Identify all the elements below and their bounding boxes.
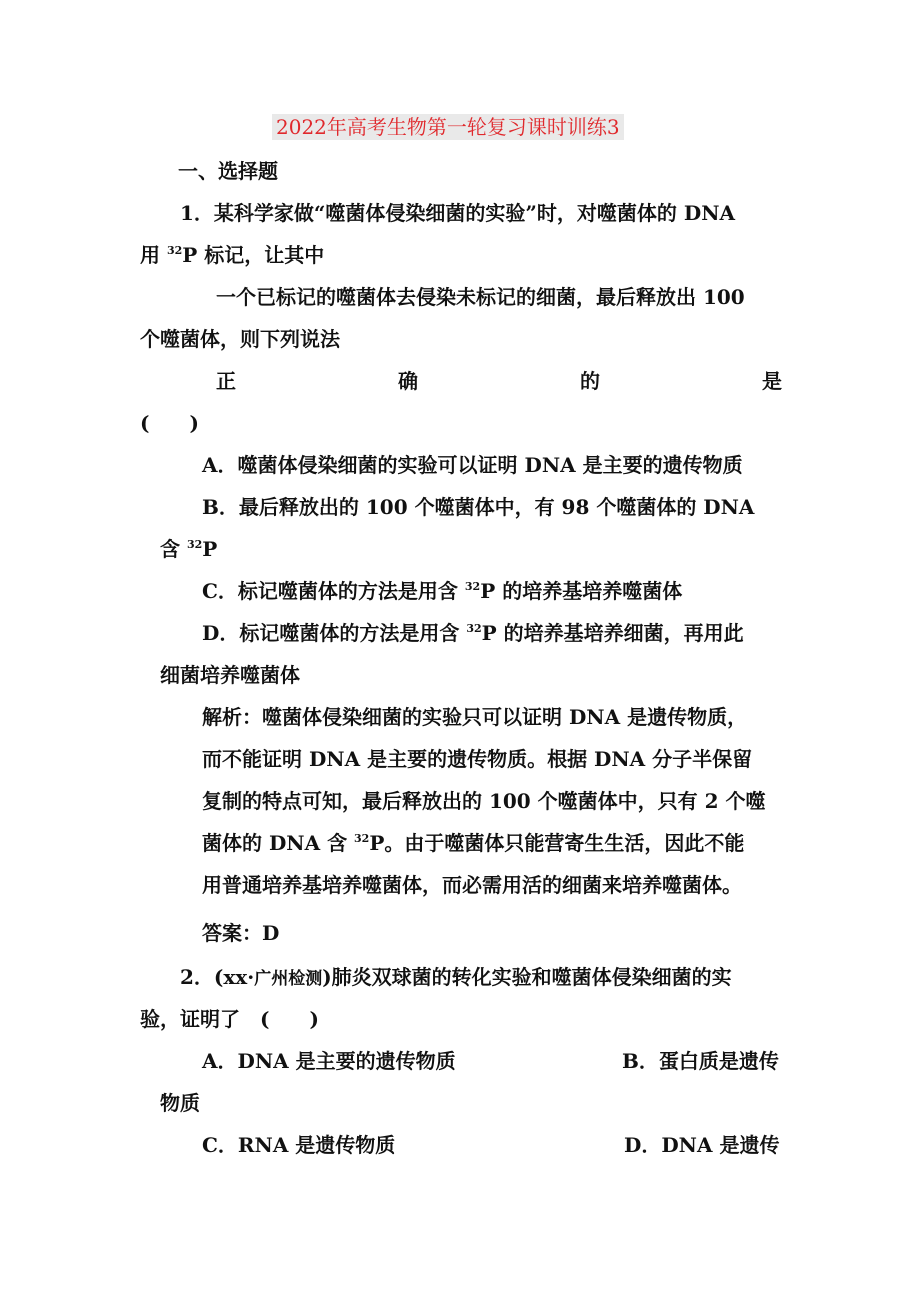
q1-stem-line-3: 一个已标记的噬菌体去侵染未标记的细菌，最后释放出 100 (216, 285, 745, 309)
q1-optc-text-a: C．标记噬菌体的方法是用含 (202, 579, 465, 603)
q1-exp4-text-a: 菌体的 DNA 含 (202, 831, 355, 855)
spread-char-4: 是 (762, 369, 782, 393)
q1-line2-text-a: 用 (140, 243, 167, 267)
q1-option-b-line-2 (160, 536, 217, 562)
q1-stem-line-4: 个噬菌体，则下列说法 (140, 327, 340, 351)
q1-optd-text-a: D．标记噬菌体的方法是用含 (202, 621, 467, 645)
q1-answer: 答案：D (202, 921, 280, 945)
q1-optd-superscript: 32 (466, 622, 482, 635)
section-heading: 一、选择题 (178, 159, 278, 183)
q1-stem-spread-line (216, 368, 782, 394)
q1-exp4-text-b: P。由于噬菌体只能营寄生生活，因此不能 (369, 831, 745, 855)
q1-stem-line-1: 1．某科学家做“噬菌体侵染细菌的实验”时，对噬菌体的 DNA (180, 201, 736, 225)
q1-stem-line-2 (140, 242, 324, 268)
q2-stem-line-1 (180, 964, 732, 992)
q1-line2-text-b: P 标记，让其中 (182, 243, 325, 267)
q2-option-a: A．DNA 是主要的遗传物质 (202, 1049, 456, 1073)
q1-optc-text-b: P 的培养基培养噬菌体 (480, 579, 683, 603)
q1-optb2-superscript: 32 (186, 538, 203, 551)
q1-line2-superscript: 32 (166, 244, 183, 257)
q1-explanation-line-4 (202, 830, 744, 856)
q2-option-b-line-2: 物质 (160, 1091, 200, 1115)
q1-explanation-line-2: 而不能证明 DNA 是主要的遗传物质。根据 DNA 分子半保留 (202, 747, 753, 771)
q1-optc-superscript: 32 (464, 580, 481, 593)
q2-option-b-line-1: B．蛋白质是遗传 (622, 1049, 779, 1073)
spread-char-3: 的 (580, 369, 600, 393)
q1-option-c (202, 578, 682, 604)
q1-option-a: A．噬菌体侵染细菌的实验可以证明 DNA 是主要的遗传物质 (202, 453, 743, 477)
q2-stem-line-2: 验，证明了 ( ) (140, 1007, 319, 1031)
q1-answer-paren: ( ) (140, 411, 199, 435)
q1-optd-text-b: P 的培养基培养细菌，再用此 (481, 621, 744, 645)
q1-explanation-line-3: 复制的特点可知，最后释放出的 100 个噬菌体中，只有 2 个噬 (202, 789, 766, 813)
spread-char-2: 确 (398, 369, 418, 393)
q1-option-b-line-1: B．最后释放出的 100 个噬菌体中，有 98 个噬菌体的 DNA (202, 495, 755, 519)
q1-exp4-superscript: 32 (354, 832, 370, 845)
q2-line1-text-b: )肺炎双球菌的转化实验和噬菌体侵染细菌的实 (322, 965, 732, 989)
q1-optb2-text-b: P (202, 537, 218, 561)
q1-option-d-line-1 (202, 620, 744, 646)
q1-explanation-line-1: 解析：噬菌体侵染细菌的实验只可以证明 DNA 是遗传物质， (202, 705, 748, 729)
q2-option-c: C．RNA 是遗传物质 (202, 1133, 396, 1157)
document-title: 2022年高考生物第一轮复习课时训练3 (272, 114, 624, 140)
q2-line1-text-a: 2．(xx· (180, 965, 255, 989)
q2-source-label: 广州检测 (254, 969, 323, 989)
q1-option-d-line-2: 细菌培养噬菌体 (160, 663, 300, 687)
q1-explanation-line-5: 用普通培养基培养噬菌体，而必需用活的细菌来培养噬菌体。 (202, 873, 742, 897)
q2-option-d: D．DNA 是遗传 (624, 1133, 780, 1157)
spread-char-1: 正 (216, 369, 236, 393)
q1-optb2-text-a: 含 (160, 537, 187, 561)
